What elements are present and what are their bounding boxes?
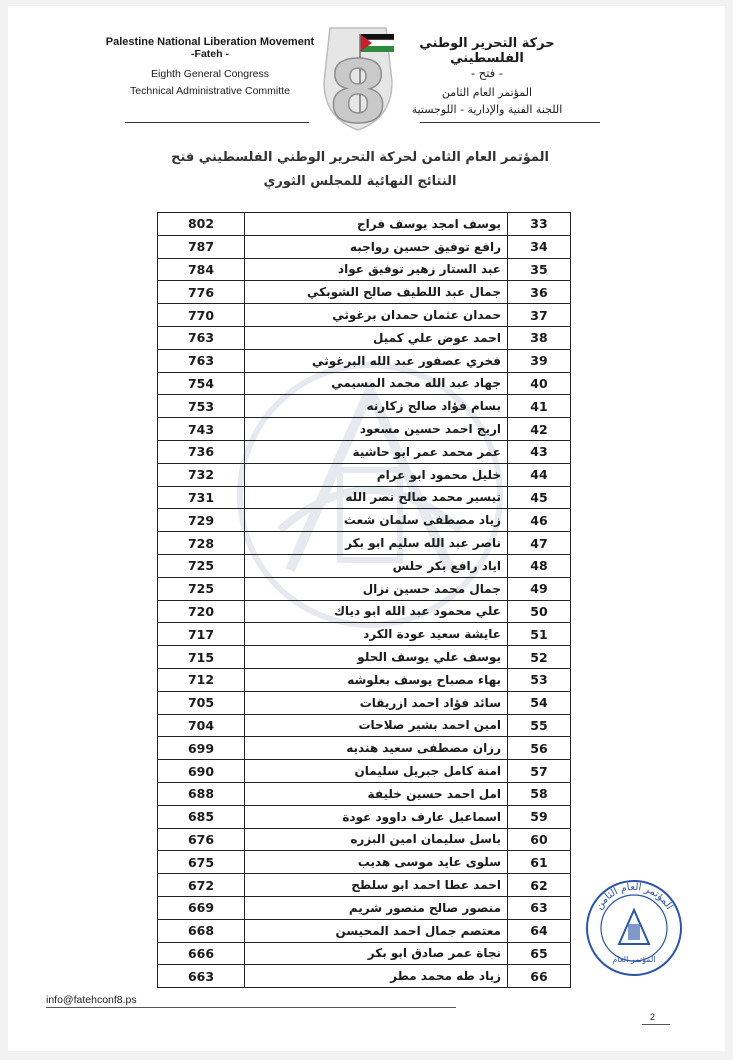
vote-count: 776 xyxy=(158,281,245,304)
vote-count: 688 xyxy=(158,782,245,805)
row-number: 35 xyxy=(508,258,571,281)
row-number: 56 xyxy=(508,737,571,760)
vote-count: 663 xyxy=(158,965,245,988)
congress-ar: المؤتمر العام الثامن xyxy=(441,86,533,99)
table-row xyxy=(158,235,571,258)
table-row xyxy=(158,349,571,372)
row-number: 49 xyxy=(508,577,571,600)
vote-count: 699 xyxy=(158,737,245,760)
row-number: 43 xyxy=(508,440,571,463)
table-row xyxy=(158,463,571,486)
row-number: 33 xyxy=(508,213,571,236)
candidate-name: امين احمد بشير صلاحات xyxy=(245,714,508,737)
header-arabic xyxy=(387,36,587,118)
table-row xyxy=(158,805,571,828)
candidate-name: زياد مصطفى سلمان شعث xyxy=(245,509,508,532)
row-number: 42 xyxy=(508,418,571,441)
document-titles xyxy=(160,146,560,194)
page-number: 2 xyxy=(650,1012,656,1022)
vote-count: 754 xyxy=(158,372,245,395)
vote-count: 763 xyxy=(158,326,245,349)
title-line-1: المؤتمر العام الثامن لحركة التحرير الوطني الفلسطيني فتح xyxy=(171,150,549,165)
row-number: 54 xyxy=(508,691,571,714)
row-number: 52 xyxy=(508,646,571,669)
vote-count: 676 xyxy=(158,828,245,851)
candidate-name: عايشة سعيد عودة الكرد xyxy=(245,623,508,646)
candidate-name: يوسف امجد يوسف فراج xyxy=(245,213,508,236)
candidate-name: اريج احمد حسين مسعود xyxy=(245,418,508,441)
vote-count: 672 xyxy=(158,874,245,897)
candidate-name: امنة كامل جبريل سليمان xyxy=(245,760,508,783)
candidate-name: احمد عطا احمد ابو سلطح xyxy=(245,874,508,897)
table-row xyxy=(158,554,571,577)
title-line-2: النتائج النهائية للمجلس الثوري xyxy=(263,174,457,189)
table-row xyxy=(158,532,571,555)
table-row xyxy=(158,600,571,623)
vote-count: 802 xyxy=(158,213,245,236)
candidate-name: فخري عصفور عبد الله البرغوثي xyxy=(245,349,508,372)
vote-count: 675 xyxy=(158,851,245,874)
row-number: 65 xyxy=(508,942,571,965)
candidate-name: سائد فؤاد احمد ازريقات xyxy=(245,691,508,714)
row-number: 48 xyxy=(508,554,571,577)
row-number: 66 xyxy=(508,965,571,988)
candidate-name: تيسير محمد صالح نصر الله xyxy=(245,486,508,509)
svg-text:المؤتمر العام الثامن: المؤتمر العام الثامن xyxy=(593,881,675,912)
candidate-name: نجاة عمر صادق ابو بكر xyxy=(245,942,508,965)
table-row xyxy=(158,646,571,669)
congress-stamp-seal xyxy=(584,878,684,978)
table-row xyxy=(158,258,571,281)
vote-count: 668 xyxy=(158,919,245,942)
vote-count: 720 xyxy=(158,600,245,623)
candidate-name: عمر محمد عمر ابو حاشية xyxy=(245,440,508,463)
candidate-name: رزان مصطفى سعيد هنديه xyxy=(245,737,508,760)
vote-count: 725 xyxy=(158,577,245,600)
committee-ar: اللجنة الفنية والإدارية - اللوجستية xyxy=(411,103,563,116)
row-number: 58 xyxy=(508,782,571,805)
org-name-ar: حركة التحرير الوطني الفلسطيني xyxy=(419,36,555,66)
table-row xyxy=(158,851,571,874)
vote-count: 725 xyxy=(158,554,245,577)
row-number: 47 xyxy=(508,532,571,555)
candidate-name: علي محمود عبد الله ابو دياك xyxy=(245,600,508,623)
committee-en: Technical Administrative Committe xyxy=(130,85,290,97)
row-number: 50 xyxy=(508,600,571,623)
org-sub-en: -Fateh - xyxy=(191,48,229,60)
row-number: 59 xyxy=(508,805,571,828)
row-number: 51 xyxy=(508,623,571,646)
table-row xyxy=(158,760,571,783)
row-number: 44 xyxy=(508,463,571,486)
table-row xyxy=(158,577,571,600)
candidate-name: منصور صالح منصور شريم xyxy=(245,896,508,919)
vote-count: 704 xyxy=(158,714,245,737)
row-number: 45 xyxy=(508,486,571,509)
row-number: 39 xyxy=(508,349,571,372)
footer-email-link[interactable]: info@fatehconf8.ps xyxy=(46,994,137,1006)
table-row xyxy=(158,965,571,988)
table-row xyxy=(158,326,571,349)
candidate-name: اسماعيل عارف داوود عودة xyxy=(245,805,508,828)
vote-count: 712 xyxy=(158,668,245,691)
vote-count: 669 xyxy=(158,896,245,919)
candidate-name: ناصر عبد الله سليم ابو بكر xyxy=(245,532,508,555)
table-row xyxy=(158,418,571,441)
vote-count: 770 xyxy=(158,304,245,327)
candidate-name: اياد رافع بكر حلس xyxy=(245,554,508,577)
candidate-name: بهاء مصباح يوسف بعلوشه xyxy=(245,668,508,691)
table-row xyxy=(158,828,571,851)
org-name-en: Palestine National Liberation Movement xyxy=(105,36,315,48)
candidate-name: معتصم جمال احمد المحيسن xyxy=(245,919,508,942)
row-number: 60 xyxy=(508,828,571,851)
row-number: 46 xyxy=(508,509,571,532)
table-row xyxy=(158,213,571,236)
row-number: 34 xyxy=(508,235,571,258)
candidate-name: جمال محمد حسين نزال xyxy=(245,577,508,600)
table-row xyxy=(158,668,571,691)
header-rule-right xyxy=(420,122,600,123)
candidate-name: حمدان عثمان حمدان برغوثي xyxy=(245,304,508,327)
row-number: 53 xyxy=(508,668,571,691)
table-row xyxy=(158,304,571,327)
footer-rule xyxy=(46,1007,456,1008)
candidate-name: زياد طه محمد مطر xyxy=(245,965,508,988)
table-row xyxy=(158,623,571,646)
candidate-name: جمال عبد اللطيف صالح الشوبكي xyxy=(245,281,508,304)
table-row xyxy=(158,691,571,714)
vote-count: 715 xyxy=(158,646,245,669)
vote-count: 729 xyxy=(158,509,245,532)
row-number: 55 xyxy=(508,714,571,737)
header-english xyxy=(105,36,315,100)
row-number: 62 xyxy=(508,874,571,897)
candidate-name: يوسف علي يوسف الحلو xyxy=(245,646,508,669)
vote-count: 685 xyxy=(158,805,245,828)
row-number: 61 xyxy=(508,851,571,874)
row-number: 40 xyxy=(508,372,571,395)
row-number: 57 xyxy=(508,760,571,783)
header-rule-left xyxy=(125,122,309,123)
table-row xyxy=(158,942,571,965)
svg-text:المؤتمر العام: المؤتمر العام xyxy=(612,955,656,964)
vote-count: 705 xyxy=(158,691,245,714)
vote-count: 787 xyxy=(158,235,245,258)
row-number: 36 xyxy=(508,281,571,304)
table-row xyxy=(158,896,571,919)
table-row xyxy=(158,737,571,760)
table-row xyxy=(158,874,571,897)
row-number: 64 xyxy=(508,919,571,942)
candidate-name: بسام فؤاد صالح زكارنه xyxy=(245,395,508,418)
vote-count: 717 xyxy=(158,623,245,646)
row-number: 63 xyxy=(508,896,571,919)
candidate-name: خليل محمود ابو عرام xyxy=(245,463,508,486)
table-row xyxy=(158,440,571,463)
table-row xyxy=(158,281,571,304)
vote-count: 736 xyxy=(158,440,245,463)
vote-count: 731 xyxy=(158,486,245,509)
page-number-rule xyxy=(642,1024,670,1025)
results-table xyxy=(157,212,571,988)
table-row xyxy=(158,782,571,805)
row-number: 37 xyxy=(508,304,571,327)
vote-count: 763 xyxy=(158,349,245,372)
vote-count: 753 xyxy=(158,395,245,418)
table-row xyxy=(158,714,571,737)
table-row xyxy=(158,395,571,418)
candidate-name: باسل سليمان امين البزره xyxy=(245,828,508,851)
candidate-name: رافع توفيق حسين رواجبه xyxy=(245,235,508,258)
candidate-name: امل احمد حسين خليفة xyxy=(245,782,508,805)
table-row xyxy=(158,372,571,395)
row-number: 41 xyxy=(508,395,571,418)
table-row xyxy=(158,486,571,509)
candidate-name: جهاد عبد الله محمد المسيمي xyxy=(245,372,508,395)
vote-count: 728 xyxy=(158,532,245,555)
row-number: 38 xyxy=(508,326,571,349)
org-sub-ar: - فتح - xyxy=(470,66,503,80)
candidate-name: احمد عوض علي كميل xyxy=(245,326,508,349)
vote-count: 690 xyxy=(158,760,245,783)
svg-text:8: 8 xyxy=(328,43,388,134)
congress-en: Eighth General Congress xyxy=(151,68,269,80)
vote-count: 732 xyxy=(158,463,245,486)
candidate-name: سلوى عايد موسى هديب xyxy=(245,851,508,874)
vote-count: 743 xyxy=(158,418,245,441)
candidate-name: عبد الستار زهير توفيق عواد xyxy=(245,258,508,281)
table-row xyxy=(158,919,571,942)
table-row xyxy=(158,509,571,532)
vote-count: 784 xyxy=(158,258,245,281)
vote-count: 666 xyxy=(158,942,245,965)
